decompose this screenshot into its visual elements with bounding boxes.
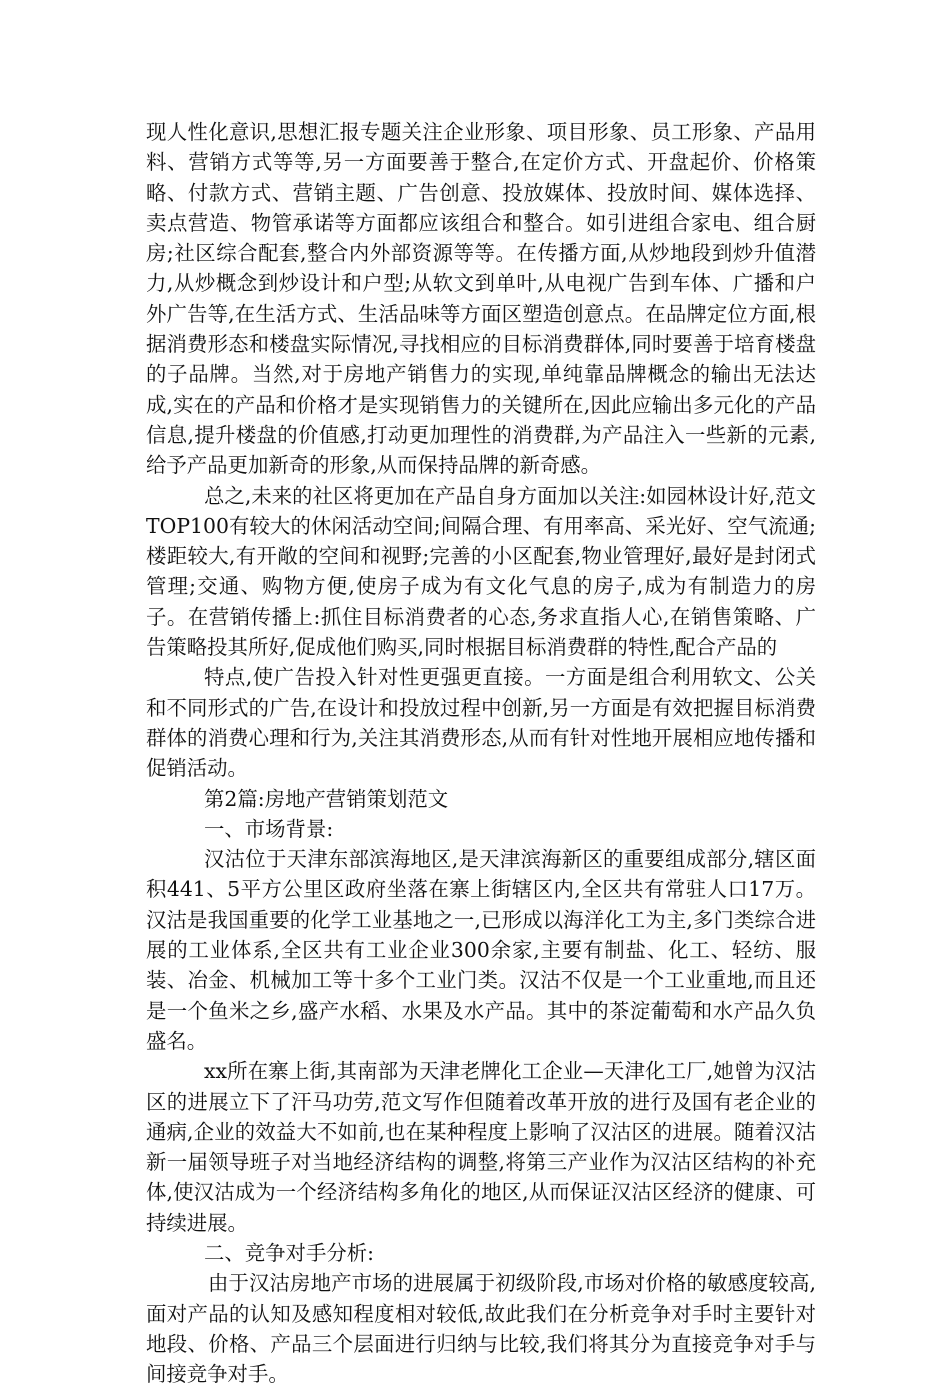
paragraph-hangu-overview: 汉沽位于天津东部滨海地区,是天津滨海新区的重要组成部分,辖区面积441、5平方公里区政府坐落在寨上街辖区内,全区共有常驻人口17万。汉沽是我国重要的化学工业基地之一,已形成以海洋化工为主,多门类综合进展的工业体系,全区共有工业企业300余家,主要有制盐、化工、轻纺、服装、冶金、机械加工等十多个工业门类。汉沽不仅是一个工业重地,而且还是一个鱼米之乡,盛产水稻、水果及水产品。其中的茶淀葡萄和水产品久负盛名。	[146, 847, 816, 1053]
paragraph-zhaishang-street: xx所在寨上街,其南部为天津老牌化工企业—天津化工厂,她曾为汉沽区的进展立下了汗马功劳,范文写作但随着改革开放的进行及国有老企业的通病,企业的效益大不如前,也在某种程度上影响了汉沽区的进展。随着汉沽新一届领导班子对当地经济结构的调整,将第三产业作为汉沽区结构的补充体,使汉沽成为一个经济结构多角化的地区,从而保证汉沽区经济的健康、可持续进展。	[146, 1059, 816, 1235]
paragraph-branding-integration: 现人性化意识,思想汇报专题关注企业形象、项目形象、员工形象、产品用料、营销方式等等,另一方面要善于整合,在定价方式、开盘起价、价格策略、付款方式、营销主题、广告创意、投放媒体、投放时间、媒体选择、卖点营造、物管承诺等方面都应该组合和整合。如引进组合家电、组合厨房;社区综合配套,整合内外部资源等等。在传播方面,从炒地段到炒升值潜力,从炒概念到炒设计和户型;从软文到单叶,从电视广告到车体、广播和户外广告等,在生活方式、生活品味等方面区塑造创意点。在品牌定位方面,根据消费形态和楼盘实际情况,寻找相应的目标消费群体,同时要善于培育楼盘的子品牌。当然,对于房地产销售力的实现,单纯靠品牌概念的输出无法达成,实在的产品和价格才是实现销售力的关键所在,因此应输出多元化的产品信息,提升楼盘的价值感,打动更加理性的消费群,为产品注入一些新的元素,给予产品更加新奇的形象,从而保持品牌的新奇感。	[146, 120, 816, 478]
document-page	[146, 117, 816, 1389]
paragraph-future-community: 总之,未来的社区将更加在产品自身方面加以关注:如园林设计好,范文TOP100有较大的休闲活动空间;间隔合理、有用率高、采光好、空气流通;楼距较大,有开敞的空间和视野;完善的小区配套,物业管理好,最好是封闭式管理;交通、购物方便,使房子成为有文化气息的房子,成为有制造力的房子。在营销传播上:抓住目标消费者的心态,务求直指人心,在销售策略、广告策略投其所好,促成他们购买,同时根据目标消费群的特性,配合产品的	[146, 483, 816, 660]
paragraph-competitor-analysis: 由于汉沽房地产市场的进展属于初级阶段,市场对价格的敏感度较高,面对产品的认知及感知程度相对较低,故此我们在分析竞争对手时主要针对地段、价格、产品三个层面进行归纳与比较,我们将其分为直接竞争对手与间接竞争对手。	[146, 1271, 816, 1387]
section-title: 第2篇:房地产营销策划范文	[204, 786, 449, 811]
heading-competitor-analysis: 二、竞争对手分析:	[204, 1240, 374, 1265]
heading-market-background: 一、市场背景:	[204, 816, 334, 841]
paragraph-advertising-features: 特点,使广告投入针对性更强更直接。一方面是组合利用软文、公关和不同形式的广告,在设计和投放过程中创新,另一方面是有效把握目标消费群体的消费心理和行为,关注其消费形态,从而有针对性地开展相应地传播和促销活动。	[146, 665, 816, 781]
